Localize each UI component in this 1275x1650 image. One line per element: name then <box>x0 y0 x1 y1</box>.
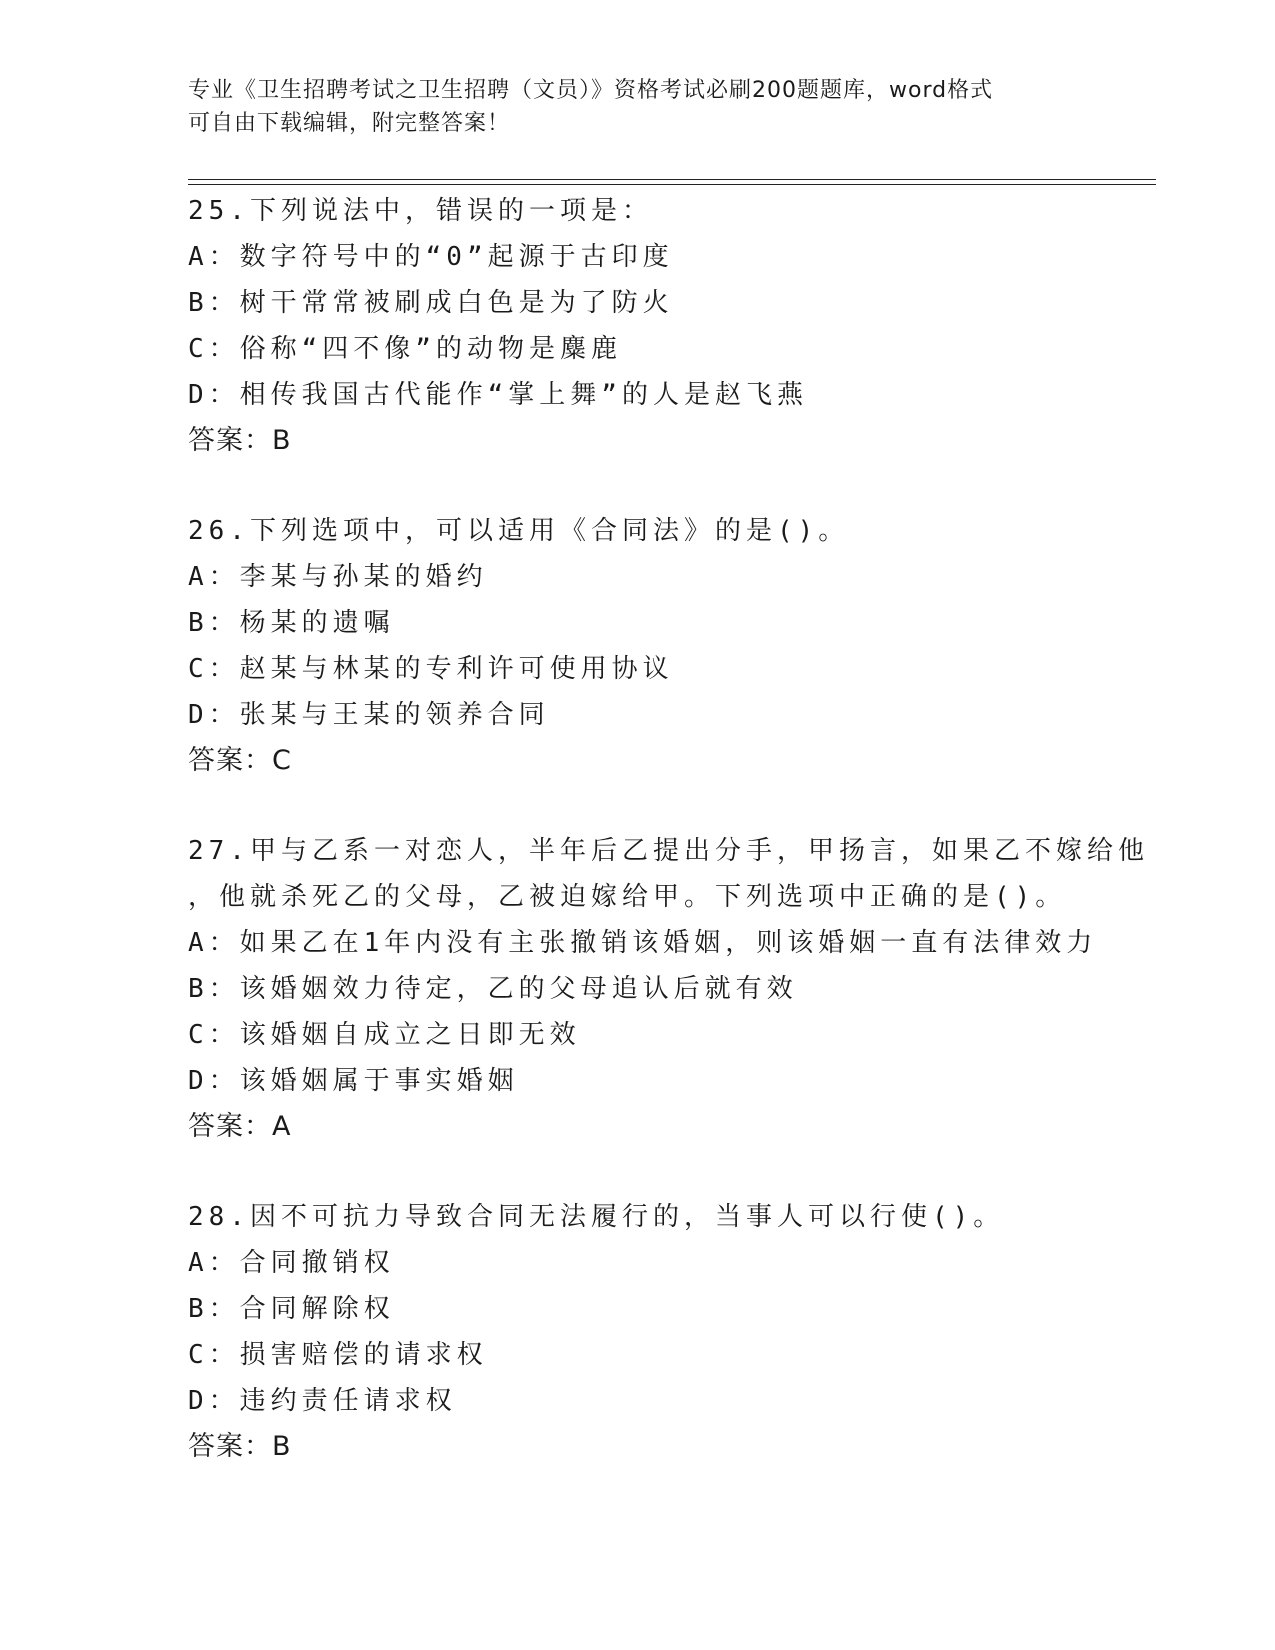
option-c: C：损害赔偿的请求权 <box>188 1340 488 1370</box>
option-b: B：杨某的遗嘱 <box>188 608 395 638</box>
header-line-2: 可自由下载编辑，附完整答案！ <box>188 111 511 136</box>
option-c: C：赵某与林某的专利许可使用协议 <box>188 654 674 684</box>
option-d: D：相传我国古代能作“掌上舞”的人是赵飞燕 <box>188 380 808 410</box>
question-stem-continued: ，他就杀死乙的父母，乙被迫嫁给甲。下列选项中正确的是()。 <box>188 882 1067 912</box>
option-d: D：该婚姻属于事实婚姻 <box>188 1066 519 1096</box>
header-divider-top <box>188 179 1156 180</box>
answer-label: 答案：C <box>188 745 292 776</box>
option-b: B：该婚姻效力待定，乙的父母追认后就有效 <box>188 974 798 1004</box>
answer-label: 答案：A <box>188 1111 292 1142</box>
header-line-1: 专业《卫生招聘考试之卫生招聘（文员）》资格考试必刷200题题库，word格式 <box>188 78 994 103</box>
option-d: D：违约责任请求权 <box>188 1386 457 1416</box>
question-stem: 28.因不可抗力导致合同无法履行的，当事人可以行使()。 <box>188 1202 1005 1232</box>
answer-label: 答案：B <box>188 1431 292 1462</box>
option-a: A：李某与孙某的婚约 <box>188 562 488 592</box>
question-25 <box>188 188 1138 464</box>
option-a: A：数字符号中的“0”起源于古印度 <box>188 242 674 272</box>
answer-label: 答案：B <box>188 425 292 456</box>
option-d: D：张某与王某的领养合同 <box>188 700 550 730</box>
option-b: B：树干常常被刷成白色是为了防火 <box>188 288 674 318</box>
option-c: C：俗称“四不像”的动物是麋鹿 <box>188 334 622 364</box>
option-b: B：合同解除权 <box>188 1294 395 1324</box>
option-a: A：如果乙在1年内没有主张撤销该婚姻，则该婚姻一直有法律效力 <box>188 928 1098 958</box>
header-divider-bottom <box>188 184 1156 185</box>
question-stem: 26.下列选项中，可以适用《合同法》的是()。 <box>188 516 850 546</box>
option-a: A：合同撤销权 <box>188 1248 395 1278</box>
question-28 <box>188 1194 1138 1470</box>
question-27 <box>188 828 1149 1150</box>
question-stem: 27.甲与乙系一对恋人，半年后乙提出分手，甲扬言，如果乙不嫁给他 <box>188 836 1149 866</box>
question-stem: 25.下列说法中，错误的一项是： <box>188 196 653 226</box>
question-26 <box>188 508 1138 784</box>
option-c: C：该婚姻自成立之日即无效 <box>188 1020 581 1050</box>
document-header <box>188 74 1088 140</box>
